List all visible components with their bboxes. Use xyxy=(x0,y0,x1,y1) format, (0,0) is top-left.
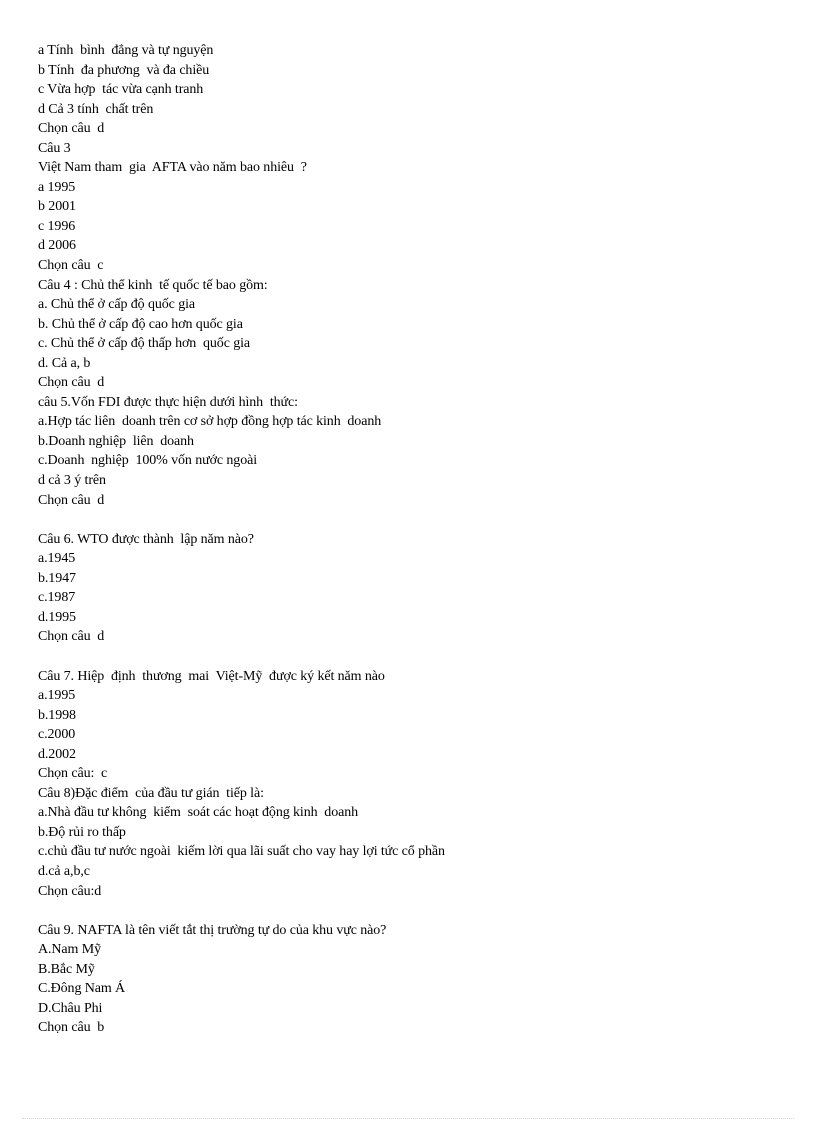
option-line: b.Độ rủi ro thấp xyxy=(38,824,126,840)
answer-line: Chọn câu:d xyxy=(38,883,102,899)
option-line: a.Hợp tác liên doanh trên cơ sở hợp đồng hợp tác kinh doanh xyxy=(38,414,382,430)
option-line: d 2006 xyxy=(38,238,76,254)
option-line: d. Cả a, b xyxy=(38,355,91,371)
option-line: a.1995 xyxy=(38,688,76,704)
option-line: c.2000 xyxy=(38,727,76,743)
text-line: c Vừa hợp tác vừa cạnh tranh xyxy=(38,82,204,98)
option-line: b. Chủ thể ở cấp độ cao hơn quốc gia xyxy=(38,316,243,332)
question-heading: Câu 3 xyxy=(38,140,71,156)
option-line: D.Châu Phi xyxy=(38,1000,103,1016)
question-text: Câu 7. Hiệp định thương mai Việt-Mỹ được ký kết năm nào xyxy=(38,668,385,684)
option-line: c.chủ đầu tư nước ngoài kiếm lời qua lãi suất cho vay hay lợi tức cổ phần xyxy=(38,844,445,860)
option-line: b 2001 xyxy=(38,199,76,215)
option-line: b.Doanh nghiệp liên doanh xyxy=(38,433,194,449)
option-line: A.Nam Mỹ xyxy=(38,942,101,958)
answer-line: Chọn câu d xyxy=(38,629,105,645)
text-line: a Tính bình đẳng và tự nguyện xyxy=(38,43,214,58)
option-line: d.1995 xyxy=(38,609,76,625)
option-line: a. Chủ thể ở cấp độ quốc gia xyxy=(38,297,196,313)
answer-line: Chọn câu d xyxy=(38,121,105,137)
answer-line: Chọn câu c xyxy=(38,258,104,274)
question-text: câu 5.Vốn FDI được thực hiện dưới hình thức: xyxy=(38,394,298,410)
option-line: d.cả a,b,c xyxy=(38,863,90,879)
question-text: Câu 4 : Chủ thể kinh tế quốc tế bao gồm: xyxy=(38,277,268,293)
blank-line xyxy=(38,510,798,530)
option-line: a 1995 xyxy=(38,179,76,195)
question-text: Việt Nam tham gia AFTA vào năm bao nhiêu ? xyxy=(38,160,307,176)
blank-line xyxy=(38,647,798,667)
option-line: d cả 3 ý trên xyxy=(38,473,106,489)
footer-divider xyxy=(22,1118,794,1119)
option-line: b.1947 xyxy=(38,570,76,586)
answer-line: Chọn câu b xyxy=(38,1020,105,1036)
option-line: C.Đông Nam Á xyxy=(38,981,126,997)
option-line: c. Chủ thể ở cấp độ thấp hơn quốc gia xyxy=(38,336,251,352)
option-line: c.1987 xyxy=(38,590,76,606)
option-line: d.2002 xyxy=(38,746,76,762)
question-text: Câu 6. WTO được thành lập năm nào? xyxy=(38,531,254,547)
answer-line: Chọn câu d xyxy=(38,375,105,391)
answer-line: Chọn câu d xyxy=(38,492,105,508)
question-text: Câu 8)Đặc điểm của đầu tư gián tiếp là: xyxy=(38,785,264,801)
blank-line xyxy=(38,901,798,921)
option-line: c.Doanh nghiệp 100% vốn nước ngoài xyxy=(38,453,258,469)
document-body xyxy=(38,41,798,1038)
option-line: a.Nhà đầu tư không kiểm soát các hoạt động kinh doanh xyxy=(38,805,359,821)
option-line: a.1945 xyxy=(38,551,76,567)
option-line: b.1998 xyxy=(38,707,76,723)
text-line: d Cả 3 tính chất trên xyxy=(38,101,154,117)
answer-line: Chọn câu: c xyxy=(38,766,108,782)
question-text: Câu 9. NAFTA là tên viết tắt thị trường tự do của khu vực nào? xyxy=(38,922,387,938)
option-line: B.Bắc Mỹ xyxy=(38,961,95,977)
option-line: c 1996 xyxy=(38,218,76,234)
text-line: b Tính đa phương và đa chiều xyxy=(38,62,210,78)
